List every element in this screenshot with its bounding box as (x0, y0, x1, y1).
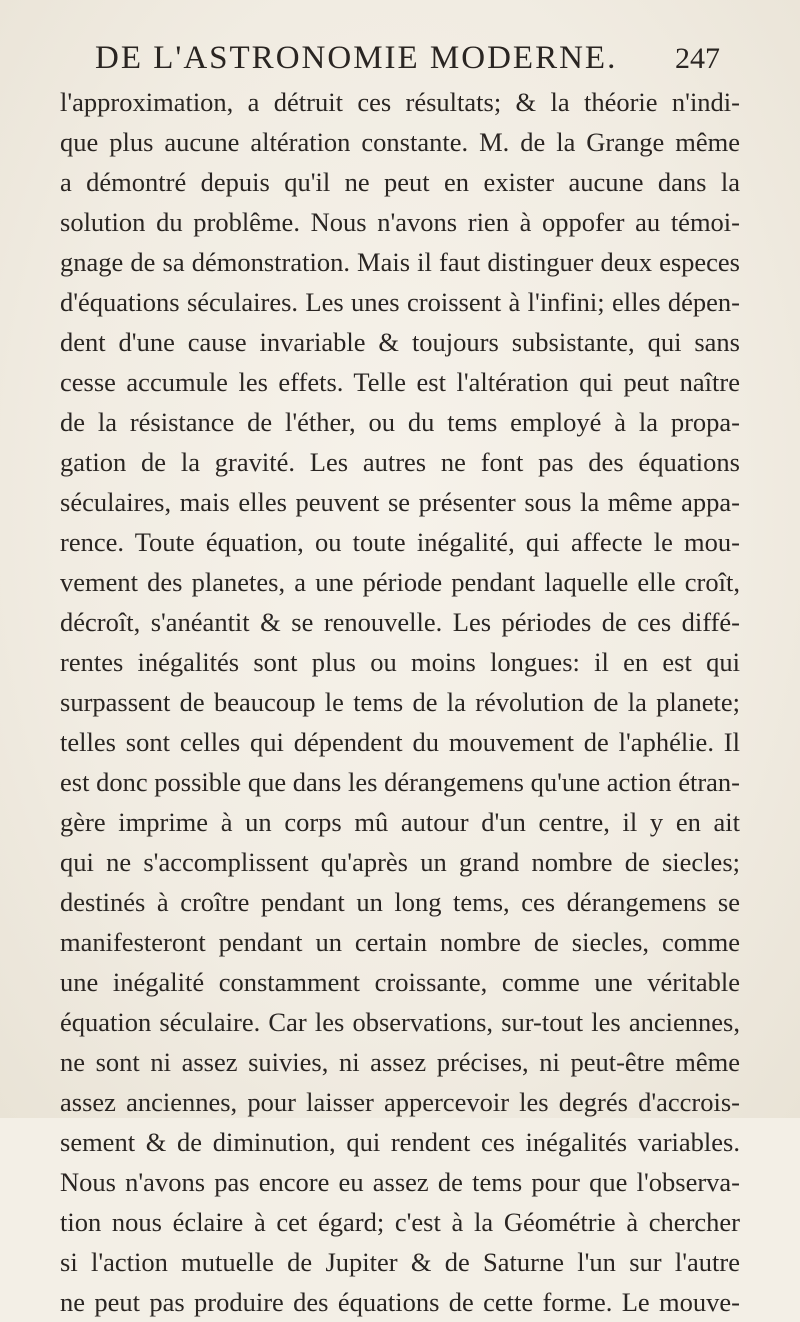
text-line: cesse accumule les effets. Telle est l'altération qui peut naître (60, 367, 740, 397)
text-line: assez anciennes, pour laisser appercevoir les degrés d'accrois- (60, 1087, 740, 1117)
text-line: qui ne s'accomplissent qu'après un grand nombre de siecles; (60, 847, 740, 877)
text-line: rentes inégalités sont plus ou moins longues: il en est qui (60, 647, 740, 677)
text-line: si l'action mutuelle de Jupiter & de Saturne l'un sur l'autre (60, 1247, 740, 1277)
text-line: tion nous éclaire à cet égard; c'est à la Géométrie à chercher (60, 1207, 740, 1237)
text-line: de la résistance de l'éther, ou du tems employé à la propa- (60, 407, 740, 437)
text-line: destinés à croître pendant un long tems, ces dérangemens se (60, 887, 740, 917)
text-line: décroît, s'anéantit & se renouvelle. Les périodes de ces diffé- (60, 607, 740, 637)
text-line: ne peut pas produire des équations de cette forme. Le mouve- (60, 1287, 740, 1317)
text-line: gère imprime à un corps mû autour d'un centre, il y en ait (60, 807, 740, 837)
text-line: l'approximation, a détruit ces résultats; & la théorie n'indi- (60, 87, 740, 117)
text-line: que plus aucune altération constante. M. de la Grange même (60, 127, 740, 157)
text-line: rence. Toute équation, ou toute inégalité, qui affecte le mou- (60, 527, 740, 557)
text-line: telles sont celles qui dépendent du mouvement de l'aphélie. Il (60, 727, 740, 757)
text-line: une inégalité constamment croissante, comme une véritable (60, 967, 740, 997)
page-number: 247 (675, 42, 720, 75)
text-line: manifesteront pendant un certain nombre de siecles, comme (60, 927, 740, 957)
text-line: équation séculaire. Car les observations, sur-tout les anciennes, (60, 1007, 740, 1037)
text-line: Nous n'avons pas encore eu assez de tems pour que l'observa- (60, 1167, 740, 1197)
text-line: solution du problême. Nous n'avons rien à oppofer au témoi- (60, 207, 740, 237)
body-text (60, 82, 740, 1322)
text-line: sement & de diminution, qui rendent ces inégalités variables. (60, 1127, 740, 1157)
text-line: est donc possible que dans les dérangemens qu'une action étran- (60, 767, 740, 797)
text-line: séculaires, mais elles peuvent se présenter sous la même appa- (60, 487, 740, 517)
text-line: ne sont ni assez suivies, ni assez précises, ni peut-être même (60, 1047, 740, 1077)
page-header (95, 40, 720, 80)
text-line: dent d'une cause invariable & toujours subsistante, qui sans (60, 327, 740, 357)
text-line: vement des planetes, a une période pendant laquelle elle croît, (60, 567, 740, 597)
text-line: surpassent de beaucoup le tems de la révolution de la planete; (60, 687, 740, 717)
text-line: gnage de sa démonstration. Mais il faut distinguer deux especes (60, 247, 740, 277)
running-title: DE L'ASTRONOMIE MODERNE. (95, 40, 618, 76)
text-line: a démontré depuis qu'il ne peut en exister aucune dans la (60, 167, 740, 197)
text-line: d'équations séculaires. Les unes croissent à l'infini; elles dépen- (60, 287, 740, 317)
text-line: gation de la gravité. Les autres ne font pas des équations (60, 447, 740, 477)
